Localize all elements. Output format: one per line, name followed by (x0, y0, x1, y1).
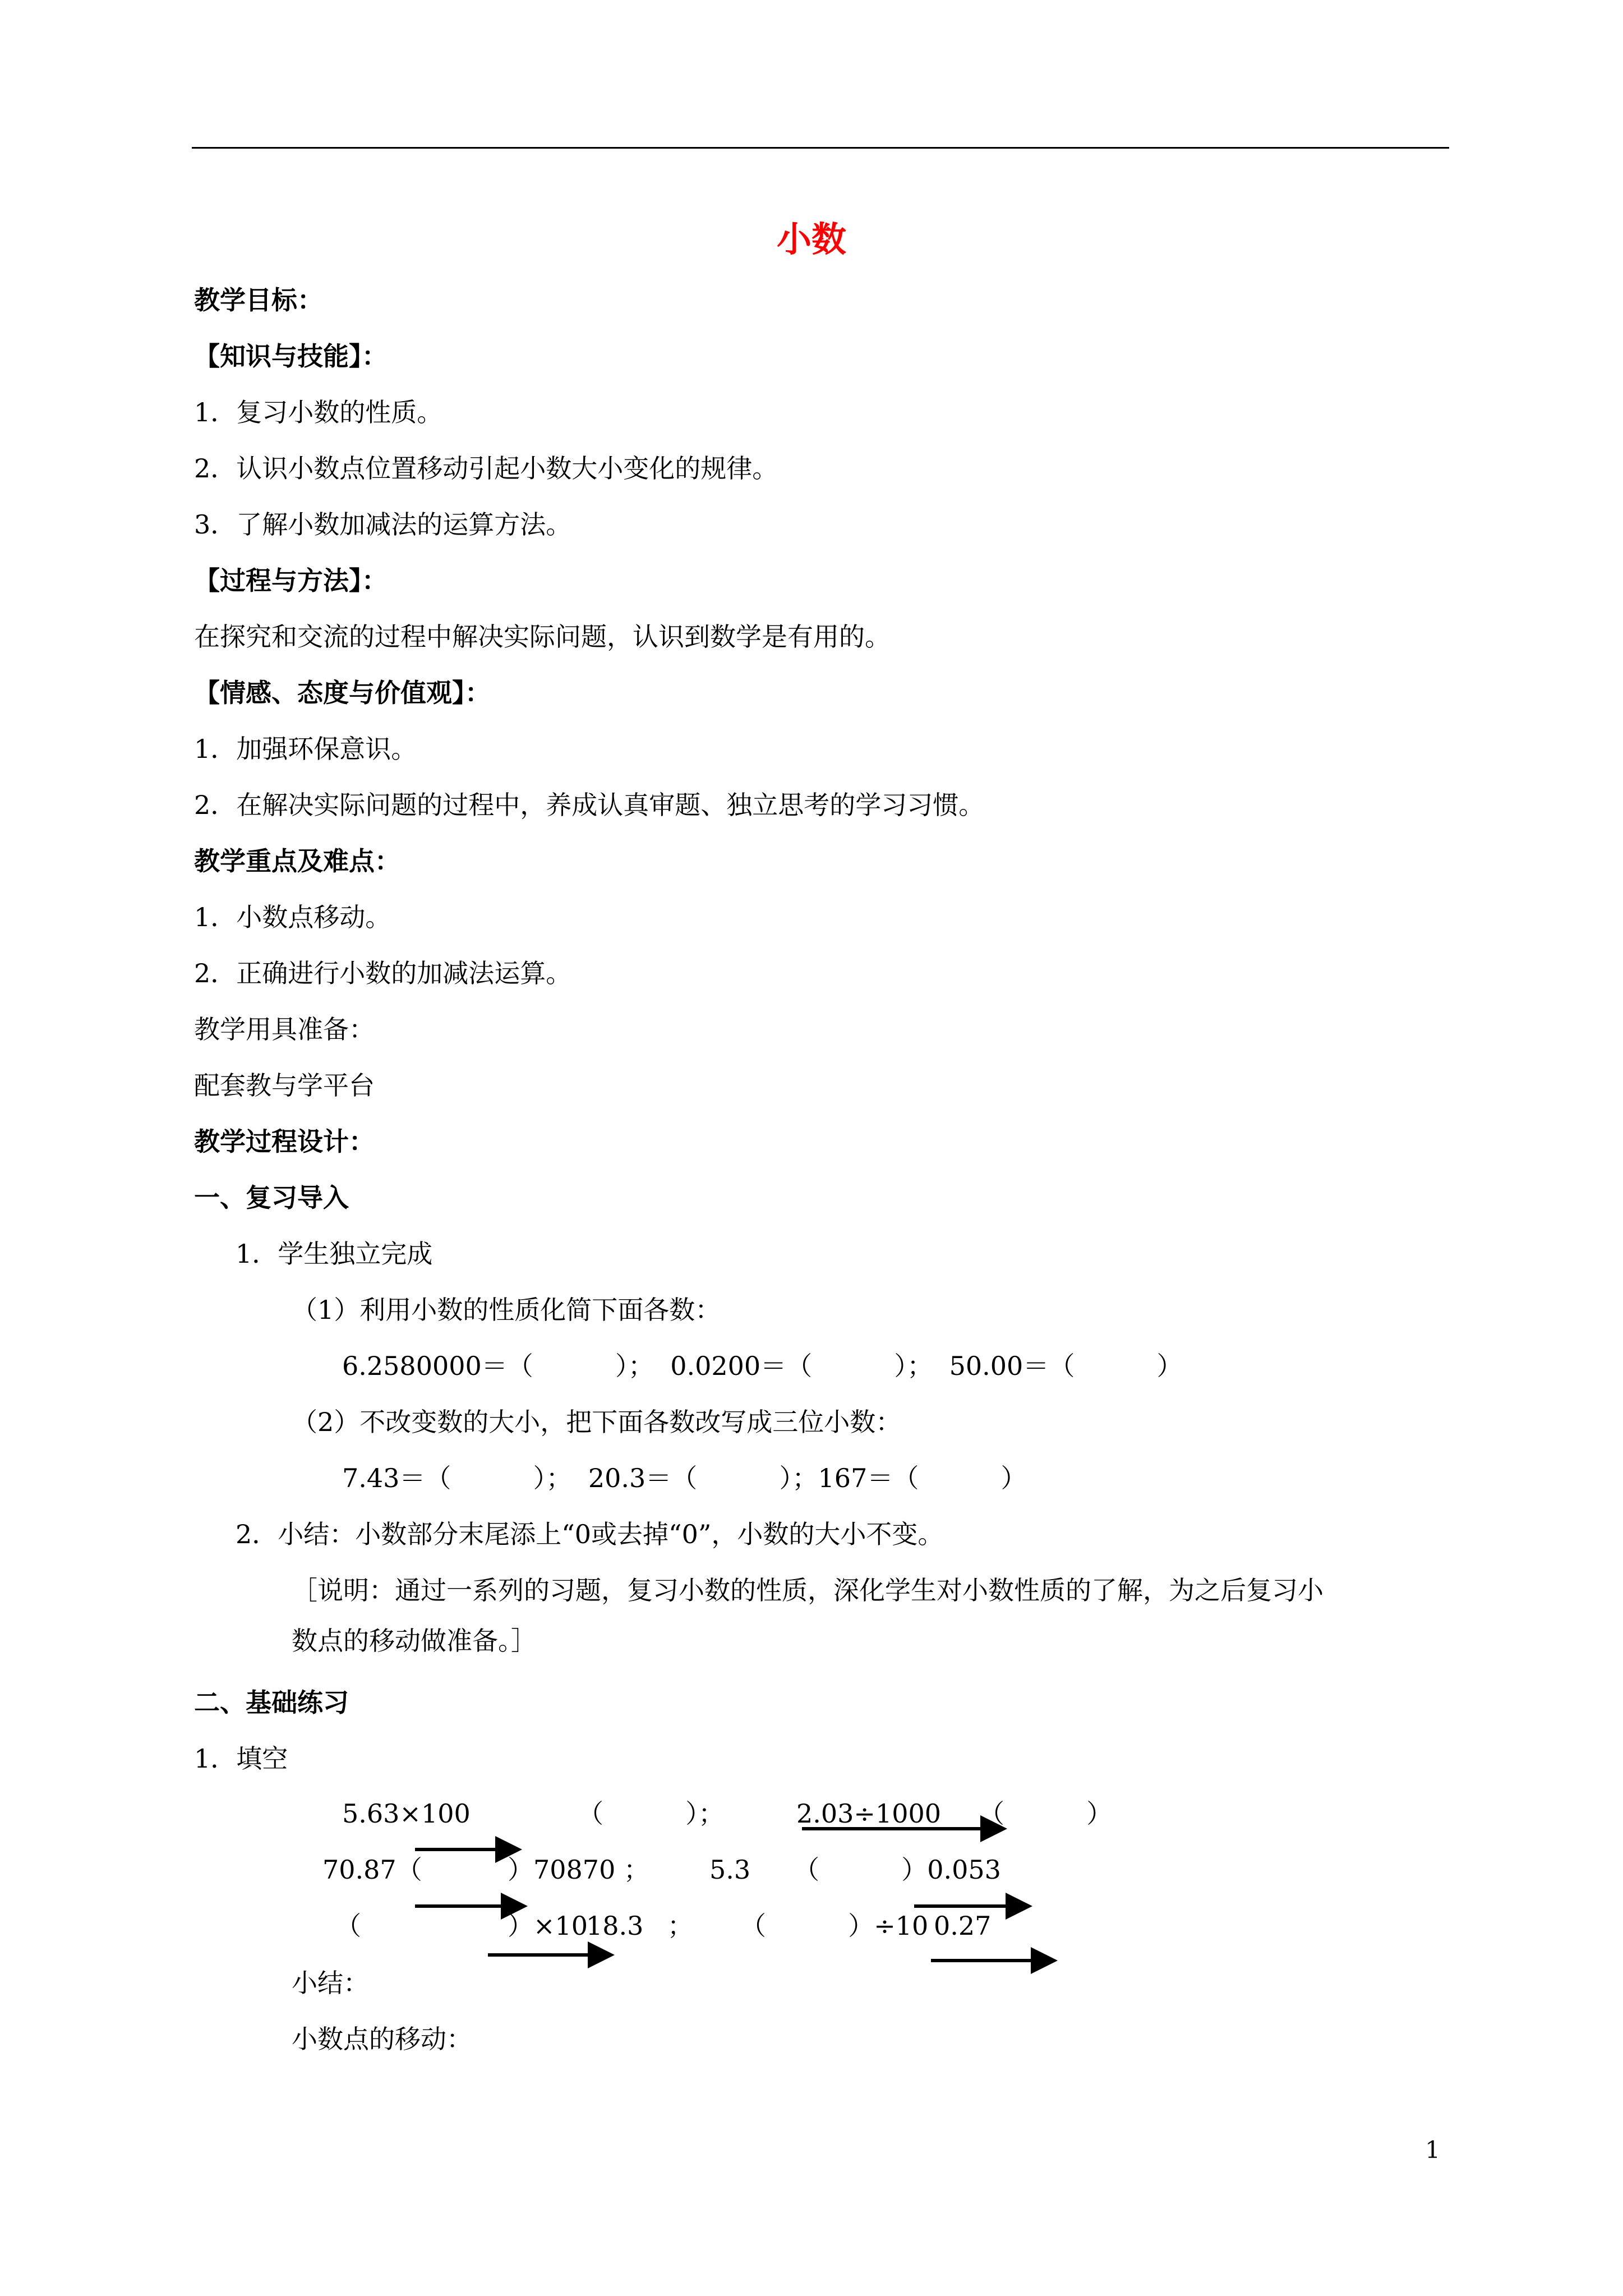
part2-item: 1．填空 (194, 1743, 288, 1774)
emotion-item: 2．在解决实际问题的过程中，养成认真审题、独立思考的学习习惯。 (194, 790, 985, 820)
part1-summary: 2．小结：小数部分末尾添上“0或去掉“0”，小数的大小不变。 (236, 1519, 944, 1549)
knowledge-heading: 【知识与技能】： (194, 341, 388, 371)
part1-item: 1．学生独立完成 (236, 1239, 433, 1269)
simplify-equations: 6.2580000＝（ ）； 0.0200＝（ ）； 50.00＝（ ） (342, 1351, 1183, 1381)
fill-expression: ）×10 (508, 1911, 588, 1941)
emotion-item: 1．加强环保意识。 (194, 734, 417, 764)
summary-label: 小结： (292, 1968, 369, 1998)
fill-blank: （ ） (979, 1798, 1113, 1829)
part1-subitem: （1）利用小数的性质化简下面各数： (292, 1295, 721, 1325)
fill-expression: ）70870 ； (508, 1855, 649, 1885)
tools-text: 配套教与学平台 (194, 1070, 375, 1101)
process-heading: 【过程与方法】： (194, 565, 388, 596)
page-number: 1 (1425, 2136, 1440, 2164)
emotion-heading: 【情感、态度与价值观】： (194, 678, 491, 708)
process-text: 在探究和交流的过程中解决实际问题，认识到数学是有用的。 (194, 622, 891, 652)
knowledge-item: 3．了解小数加减法的运算方法。 (194, 509, 572, 540)
part1-subitem: （2）不改变数的大小，把下面各数改写成三位小数： (292, 1407, 902, 1437)
fill-expression: 5.63×100 (342, 1798, 471, 1829)
key-item: 1．小数点移动。 (194, 902, 391, 932)
fill-expression: （ ）0.053 (794, 1855, 1001, 1885)
design-heading: 教学过程设计： (194, 1126, 375, 1157)
key-item: 2．正确进行小数的加减法运算。 (194, 958, 572, 988)
summary-subtitle: 小数点的移动： (292, 2024, 472, 2054)
fill-expression: 5.3 (709, 1855, 751, 1885)
goals-heading: 教学目标： (194, 285, 323, 315)
fill-expression: 70.87（ (322, 1855, 422, 1885)
note-text: 数点的移动做准备。］ (292, 1626, 537, 1656)
part1-heading: 一、复习导入 (194, 1182, 349, 1213)
fill-expression: 2.03÷1000 (796, 1798, 942, 1829)
knowledge-item: 2．认识小数点位置移动引起小数大小变化的规律。 (194, 453, 778, 484)
fill-blank: （ ）； (578, 1798, 725, 1829)
fill-expression: 0.27 (934, 1911, 992, 1941)
tools-heading: 教学用具准备： (194, 1014, 375, 1045)
part2-heading: 二、基础练习 (194, 1687, 349, 1718)
page-title: 小数 (776, 219, 846, 260)
fill-blank: （ (335, 1911, 361, 1941)
knowledge-item: 1．复习小数的性质。 (194, 397, 443, 427)
note-text: ［说明：通过一系列的习题，复习小数的性质，深化学生对小数性质的了解，为之后复习小 (292, 1575, 1324, 1605)
fill-expression: （ ）÷10 (740, 1911, 929, 1941)
rewrite-equations: 7.43＝（ ）； 20.3＝（ ）；167＝（ ） (342, 1463, 1027, 1493)
fill-expression: 18.3 (586, 1911, 644, 1941)
fill-separator: ； (667, 1911, 693, 1941)
key-heading: 教学重点及难点： (194, 846, 400, 876)
